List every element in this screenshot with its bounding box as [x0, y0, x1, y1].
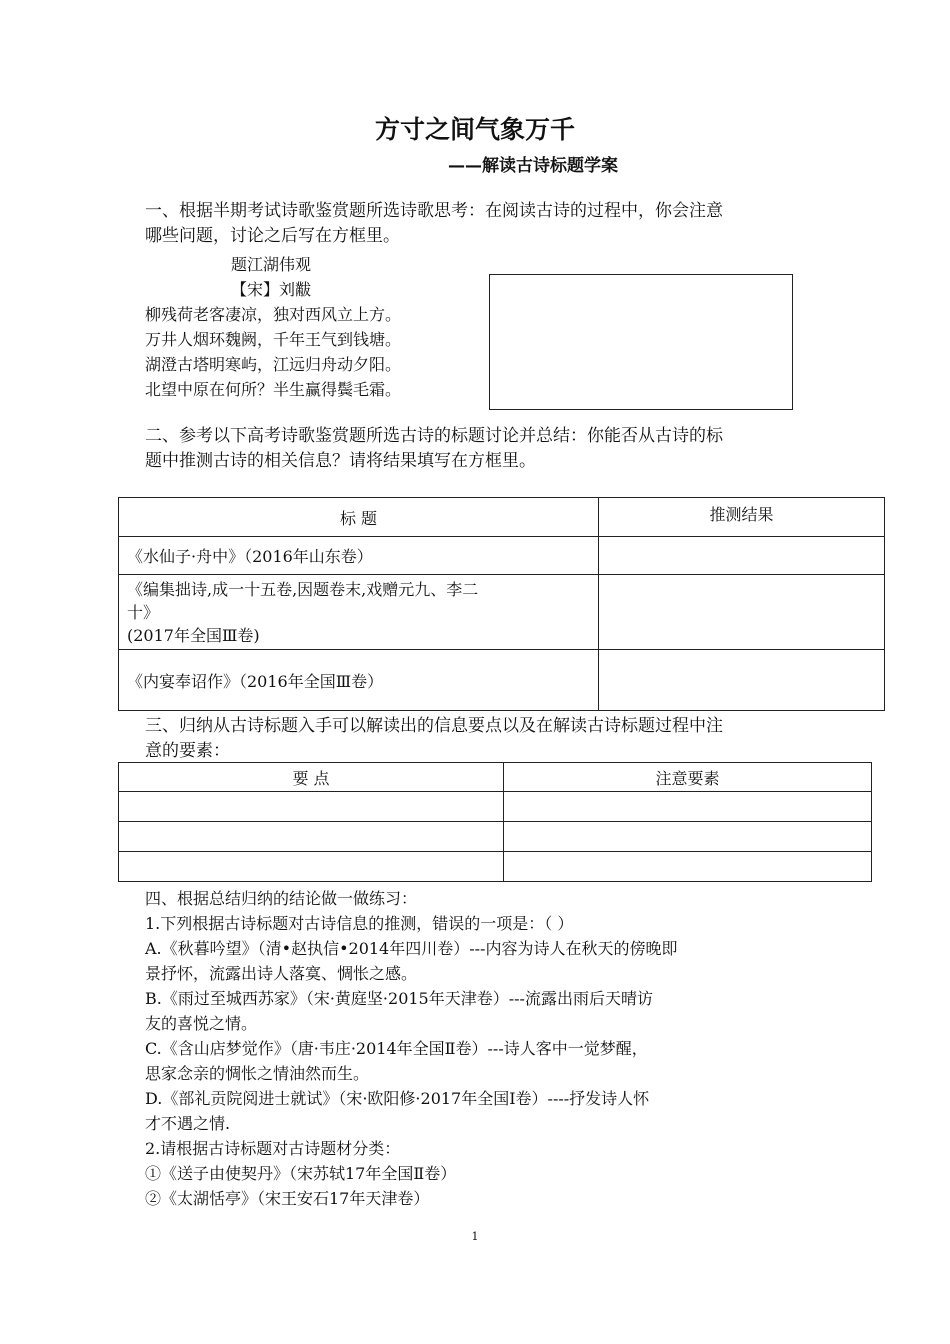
title-cell [119, 537, 599, 575]
title-inference-table [118, 497, 885, 711]
elements-cell[interactable] [504, 792, 872, 822]
option-d-line-1: D.《部礼贡院阅进士就试》（宋·欧阳修·2017年全国Ⅰ卷）----抒发诗人怀 [145, 1089, 650, 1108]
section3-line-2: 意的要素： [145, 741, 230, 761]
table-header-row [119, 763, 872, 792]
option-c-line-1: C.《含山店梦觉作》（唐·韦庄·2014年全国Ⅱ卷）---诗人客中一觉梦醒， [145, 1039, 648, 1058]
header-title-cell: 标 题 [119, 498, 599, 537]
poem-author: 【宋】刘黻 [231, 280, 312, 299]
title-cell [119, 650, 599, 711]
points-cell[interactable] [119, 792, 504, 822]
table-row [119, 575, 885, 650]
table-row [119, 650, 885, 711]
section1-line-2: 哪些问题，讨论之后写在方框里。 [145, 226, 400, 246]
title-cell-text: 《水仙子·舟中》（2016年山东卷） [127, 547, 373, 566]
header-points-cell: 要 点 [119, 763, 504, 792]
question-2: 2.请根据古诗标题对古诗题材分类： [145, 1139, 401, 1158]
poem-title: 题江湖伟观 [231, 255, 312, 274]
poem-line-3: 湖澄古塔明寒屿，江远归舟动夕阳。 [145, 355, 402, 374]
table-row [119, 852, 872, 882]
page-title: 方寸之间气象万千 [374, 115, 575, 144]
title-cell [119, 575, 599, 650]
header-elements-cell: 注意要素 [504, 763, 872, 792]
option-b-line-1: B.《雨过至城西苏家》（宋·黄庭坚·2015年天津卷）---流露出雨后天晴访 [145, 989, 653, 1008]
option-b-line-2: 友的喜悦之情。 [145, 1014, 258, 1033]
section2-line-2: 题中推测古诗的相关信息？请将结果填写在方框里。 [145, 451, 536, 471]
page-number: 1 [471, 1230, 479, 1243]
option-a-line-1: A.《秋暮吟望》（清•赵执信•2014年四川卷）---内容为诗人在秋天的傍晚即 [145, 939, 678, 958]
page-subtitle: ——解读古诗标题学案 [448, 156, 618, 176]
title-cell-line-1: 《编集拙诗,成一十五卷,因题卷末,戏赠元九、李二 [127, 579, 479, 599]
elements-cell[interactable] [504, 852, 872, 882]
answer-box[interactable] [489, 274, 793, 410]
section2-line-1: 二、参考以下高考诗歌鉴赏题所选古诗的标题讨论并总结：你能否从古诗的标 [145, 426, 723, 446]
elements-cell[interactable] [504, 822, 872, 852]
option-d-line-2: 才不遇之情. [145, 1114, 231, 1133]
result-cell[interactable] [599, 575, 885, 650]
title-cell-text: 《内宴奉诏作》（2016年全国Ⅲ卷） [127, 671, 384, 691]
points-table [118, 762, 872, 882]
section3-line-1: 三、归纳从古诗标题入手可以解读出的信息要点以及在解读古诗标题过程中注 [145, 716, 723, 736]
question-2-item-2: ②《太湖恬亭》（宋王安石17年天津卷） [145, 1189, 430, 1208]
option-c-line-2: 思家念亲的惆怅之情油然而生。 [145, 1064, 370, 1083]
question-1: 1.下列根据古诗标题对古诗信息的推测，错误的一项是：（ ） [145, 914, 574, 933]
table-row [119, 537, 885, 575]
points-cell[interactable] [119, 822, 504, 852]
title-cell-line-2: 十》 [127, 602, 160, 622]
poem-line-1: 柳残荷老客凄凉，独对西风立上方。 [145, 305, 402, 324]
points-cell[interactable] [119, 852, 504, 882]
result-cell[interactable] [599, 537, 885, 575]
section1-line-1: 一、根据半期考试诗歌鉴赏题所选诗歌思考：在阅读古诗的过程中，你会注意 [145, 201, 723, 221]
result-cell[interactable] [599, 650, 885, 711]
table-row [119, 822, 872, 852]
poem-line-4: 北望中原在何所？半生赢得鬓毛霜。 [145, 380, 402, 399]
table-row [119, 792, 872, 822]
header-result-cell: 推测结果 [599, 498, 885, 537]
poem-line-2: 万井人烟环魏阙，千年王气到钱塘。 [145, 330, 402, 349]
option-a-line-2: 景抒怀，流露出诗人落寞、惆怅之感。 [145, 964, 418, 983]
title-cell-line-3: (2017年全国Ⅲ卷) [127, 625, 260, 645]
question-2-item-1: ①《送子由使契丹》（宋苏轼17年全国Ⅱ卷） [145, 1164, 457, 1183]
table-header-row [119, 498, 885, 537]
section4-heading: 四、根据总结归纳的结论做一做练习： [145, 889, 418, 908]
